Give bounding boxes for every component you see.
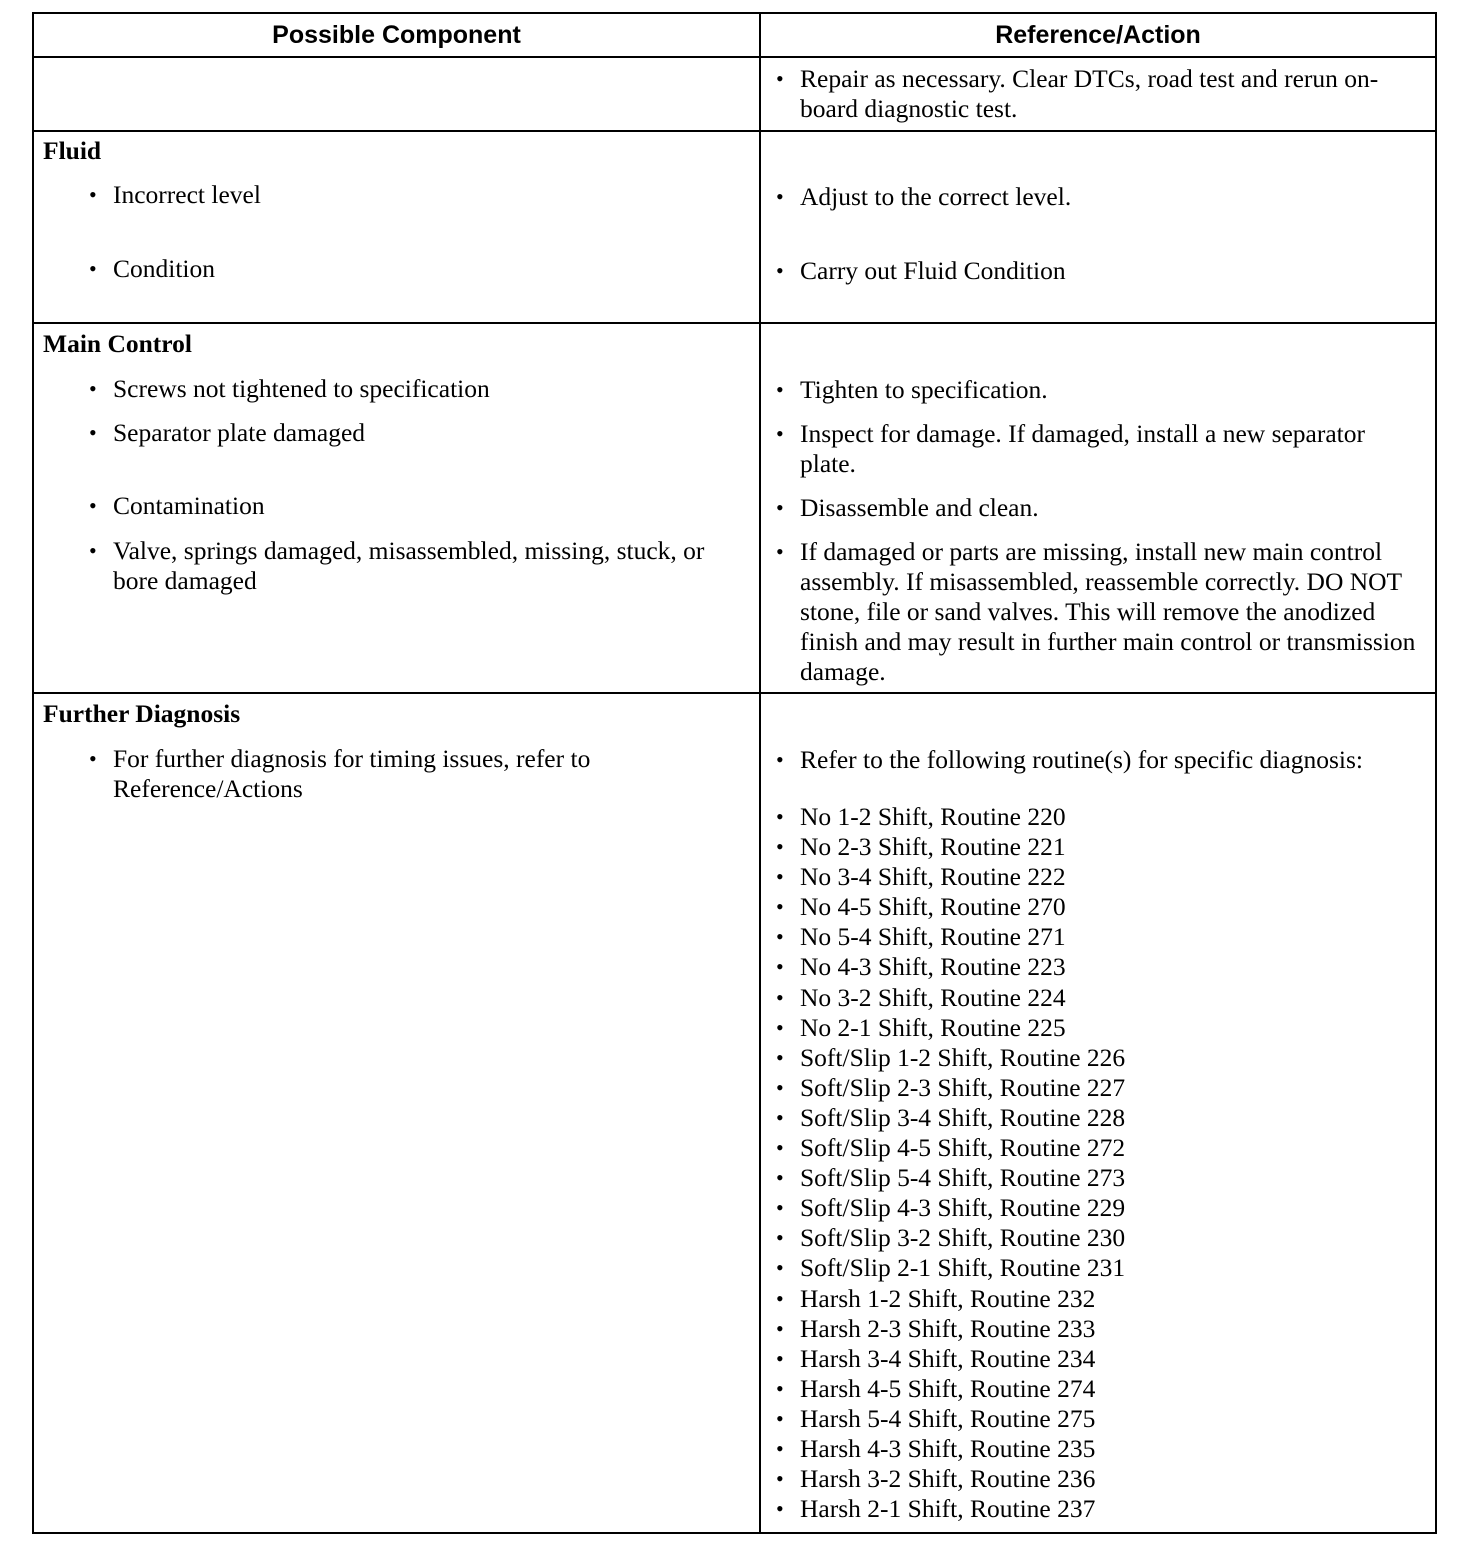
routine-text: Soft/Slip 4-3 Shift, Routine 229: [800, 1193, 1126, 1223]
routine-text: No 2-3 Shift, Routine 221: [800, 832, 1066, 862]
table-row-main-control: [34, 322, 1435, 692]
routine-text: No 1-2 Shift, Routine 220: [800, 802, 1066, 831]
component-text: Separator plate damaged: [113, 418, 366, 447]
list-item: [776, 1193, 1125, 1223]
bullet-icon: •: [776, 864, 784, 890]
routine-text: No 5-4 Shift, Routine 271: [800, 922, 1066, 952]
bullet-icon: •: [776, 258, 784, 283]
action-bullet: [776, 419, 1416, 479]
list-item: [776, 832, 1125, 862]
bullet-icon: •: [776, 539, 784, 564]
list-item: [776, 1374, 1125, 1404]
bullet-icon: •: [89, 256, 97, 281]
bullet-icon: •: [776, 1285, 784, 1311]
action-cell-main-control: [761, 324, 1435, 692]
list-item: [776, 1103, 1125, 1133]
routine-text: No 3-2 Shift, Routine 224: [800, 982, 1066, 1012]
routine-text: Soft/Slip 4-5 Shift, Routine 272: [800, 1133, 1126, 1163]
bullet-icon: •: [776, 184, 784, 209]
routine-text: No 2-1 Shift, Routine 225: [800, 1012, 1066, 1042]
component-text: Incorrect level: [113, 180, 261, 209]
bullet-icon: •: [776, 1375, 784, 1401]
bullet-icon: •: [89, 538, 97, 563]
component-text: Valve, springs damaged, misassembled, missing, stuck, or bore damaged: [113, 536, 705, 595]
routine-text: Soft/Slip 3-4 Shift, Routine 228: [800, 1102, 1126, 1132]
component-bullet: [89, 418, 709, 448]
bullet-icon: •: [776, 1195, 784, 1221]
action-cell-fluid: [761, 132, 1435, 322]
bullet-icon: •: [776, 1315, 784, 1341]
routine-text: Soft/Slip 2-3 Shift, Routine 227: [800, 1072, 1126, 1102]
list-item: [776, 1013, 1125, 1043]
routine-text: Harsh 2-3 Shift, Routine 233: [800, 1313, 1096, 1343]
component-text: For further diagnosis for timing issues, refer to Reference/Actions: [113, 744, 591, 803]
bullet-icon: •: [89, 376, 97, 401]
list-item: [776, 1284, 1125, 1314]
action-bullet: [776, 182, 1416, 212]
list-item: [776, 1253, 1125, 1283]
bullet-icon: •: [776, 1496, 784, 1522]
list-item: [776, 983, 1125, 1013]
component-cell-empty: [34, 58, 761, 130]
bullet-icon: •: [776, 1165, 784, 1191]
list-item: [776, 1314, 1125, 1344]
section-title-fluid: Fluid: [43, 136, 102, 165]
bullet-icon: •: [776, 804, 784, 829]
routine-text: Soft/Slip 5-4 Shift, Routine 273: [800, 1163, 1126, 1193]
action-bullet: [776, 493, 1416, 523]
action-bullet: [776, 375, 1416, 405]
bullet-icon: •: [776, 1255, 784, 1281]
bullet-icon: •: [776, 1074, 784, 1100]
action-text: Adjust to the correct level.: [800, 182, 1072, 211]
routine-text: Harsh 3-2 Shift, Routine 236: [800, 1464, 1096, 1494]
list-item: [776, 1133, 1125, 1163]
list-item: [776, 922, 1125, 952]
bullet-icon: •: [776, 894, 784, 920]
bullet-icon: •: [776, 834, 784, 860]
routine-text: Harsh 4-3 Shift, Routine 235: [800, 1433, 1096, 1463]
table-row-fluid: [34, 130, 1435, 322]
bullet-icon: •: [776, 1466, 784, 1492]
component-bullet: [89, 254, 709, 284]
action-text: Disassemble and clean.: [800, 493, 1039, 522]
component-cell-further-diagnosis: [34, 694, 761, 1532]
component-bullet: [89, 536, 709, 596]
bullet-icon: •: [776, 1225, 784, 1251]
action-bullet: [776, 537, 1416, 687]
routine-text: Soft/Slip 3-2 Shift, Routine 230: [800, 1223, 1126, 1253]
bullet-icon: •: [89, 420, 97, 445]
list-item: [776, 892, 1125, 922]
component-cell-main-control: [34, 324, 761, 692]
bullet-icon: •: [776, 377, 784, 402]
routine-list: [776, 802, 1125, 1524]
table-header-row: [34, 14, 1435, 56]
bullet-icon: •: [776, 1135, 784, 1161]
bullet-icon: •: [776, 984, 784, 1010]
component-bullet: [89, 180, 709, 210]
bullet-icon: •: [776, 1435, 784, 1461]
routine-text: No 4-3 Shift, Routine 223: [800, 952, 1066, 982]
list-item: [776, 1163, 1125, 1193]
component-cell-fluid: [34, 132, 761, 322]
list-item: [776, 802, 1125, 832]
action-cell-further-diagnosis: [761, 694, 1435, 1532]
routine-text: No 4-5 Shift, Routine 270: [800, 892, 1066, 922]
bullet-icon: •: [776, 954, 784, 980]
bullet-icon: •: [776, 1044, 784, 1070]
action-text: Repair as necessary. Clear DTCs, road test and rerun on-board diagnostic test.: [800, 64, 1379, 123]
component-text: Condition: [113, 254, 216, 283]
bullet-icon: •: [89, 182, 97, 207]
action-text: Tighten to specification.: [800, 375, 1048, 404]
bullet-icon: •: [89, 746, 97, 771]
action-text: Carry out Fluid Condition: [800, 256, 1066, 285]
bullet-icon: •: [776, 66, 784, 91]
diagnostic-table: [32, 12, 1437, 1534]
action-text: Inspect for damage. If damaged, install a new separator plate.: [800, 419, 1366, 478]
component-bullet: [89, 491, 709, 521]
action-text: Refer to the following routine(s) for specific diagnosis:: [800, 745, 1363, 774]
routine-text: Harsh 3-4 Shift, Routine 234: [800, 1343, 1096, 1373]
bullet-icon: •: [776, 421, 784, 446]
component-text: Screws not tightened to specification: [113, 374, 490, 403]
component-bullet: [89, 374, 709, 404]
table-row-continuation: [34, 56, 1435, 130]
list-item: [776, 1494, 1125, 1524]
bullet-icon: •: [776, 747, 784, 772]
list-item: [776, 1464, 1125, 1494]
routine-text: Soft/Slip 2-1 Shift, Routine 231: [800, 1253, 1126, 1283]
routine-text: Harsh 5-4 Shift, Routine 275: [800, 1403, 1096, 1433]
bullet-icon: •: [776, 924, 784, 950]
list-item: [776, 862, 1125, 892]
list-item: [776, 952, 1125, 982]
action-bullet: [776, 256, 1416, 286]
list-item: [776, 1344, 1125, 1374]
table-row-further-diagnosis: [34, 692, 1435, 1532]
routine-text: Harsh 1-2 Shift, Routine 232: [800, 1283, 1096, 1313]
bullet-icon: •: [776, 1104, 784, 1130]
header-reference-action: Reference/Action: [995, 20, 1201, 49]
routine-text: Soft/Slip 1-2 Shift, Routine 226: [800, 1042, 1126, 1072]
routine-text: Harsh 2-1 Shift, Routine 237: [800, 1494, 1096, 1524]
list-item: [776, 1073, 1125, 1103]
action-cell: [761, 58, 1435, 130]
component-bullet: [89, 744, 709, 804]
list-item: [776, 1434, 1125, 1464]
component-text: Contamination: [113, 491, 265, 520]
section-title-further-diagnosis: Further Diagnosis: [43, 699, 241, 728]
action-bullet-repair: [776, 64, 1416, 124]
section-title-main-control: Main Control: [43, 329, 192, 358]
bullet-icon: •: [776, 1345, 784, 1371]
routine-text: Harsh 4-5 Shift, Routine 274: [800, 1373, 1096, 1403]
list-item: [776, 1223, 1125, 1253]
bullet-icon: •: [776, 495, 784, 520]
list-item: [776, 1043, 1125, 1073]
action-bullet-intro: [776, 745, 1416, 775]
header-possible-component: Possible Component: [34, 14, 761, 56]
routine-text: No 3-4 Shift, Routine 222: [800, 862, 1066, 892]
bullet-icon: •: [89, 493, 97, 518]
action-text: If damaged or parts are missing, install new main control assembly. If misassembled, reassemble correctly. DO NOT stone, file or sand valves. This will remove the anodized finish and may result in further main control or transmission damage.: [800, 537, 1416, 686]
list-item: [776, 1404, 1125, 1434]
bullet-icon: •: [776, 1405, 784, 1431]
bullet-icon: •: [776, 1014, 784, 1040]
